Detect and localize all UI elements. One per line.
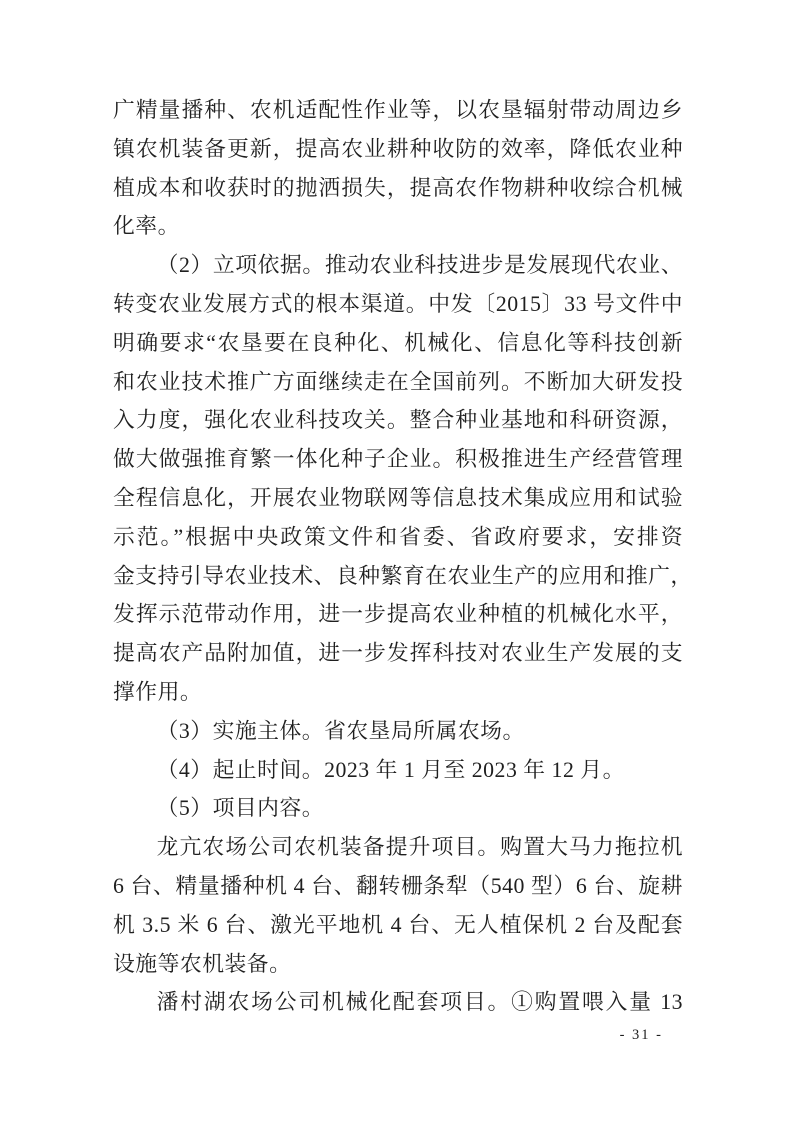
text-line: 示范。”根据中央政策文件和省委、省政府要求，安排资 (113, 524, 683, 549)
text-line: 入力度，强化农业科技攻关。整合种业基地和科研资源， (113, 408, 683, 433)
document-body (113, 91, 693, 1022)
text-line: 镇农机装备更新，提高农业耕种收防的效率，降低农业种 (113, 136, 683, 161)
text-line: 全程信息化，开展农业物联网等信息技术集成应用和试验 (113, 485, 683, 510)
text-line: 广精量播种、农机适配性作业等，以农垦辐射带动周边乡 (113, 98, 683, 122)
text-line: 化率。 (113, 214, 180, 239)
text-line: 潘村湖农场公司机械化配套项目。①购置喂入量 13 (156, 990, 683, 1015)
text-line: 金支持引导农业技术、良种繁育在农业生产的应用和推广， (113, 563, 693, 588)
text-line: 机 3.5 米 6 台、激光平地机 4 台、无人植保机 2 台及配套 (113, 912, 683, 937)
text-line: 设施等农机装备。 (113, 951, 292, 976)
text-line: （2）立项依据。推动农业科技进步是发展现代农业、 (156, 253, 683, 278)
text-line: 和农业技术推广方面继续走在全国前列。不断加大研发投 (113, 369, 683, 394)
text-line: 植成本和收获时的抛洒损失，提高农作物耕种收综合机械 (113, 175, 683, 200)
text-line: （3）实施主体。省农垦局所属农场。 (156, 718, 525, 743)
page-number: - 31 - (619, 1027, 663, 1043)
text-line: 6 台、精量播种机 4 台、翻转栅条犁（540 型）6 台、旋耕 (113, 873, 683, 898)
text-line: 撑作用。 (113, 679, 203, 704)
text-line: 转变农业发展方式的根本渠道。中发〔2015〕33 号文件中 (113, 291, 683, 316)
text-line: 龙亢农场公司农机装备提升项目。购置大马力拖拉机 (156, 835, 683, 860)
text-line: 明确要求“农垦要在良种化、机械化、信息化等科技创新 (113, 330, 683, 355)
text-line: 做大做强推育繁一体化种子企业。积极推进生产经营管理 (113, 447, 683, 472)
text-line: （5）项目内容。 (156, 796, 325, 821)
text-line: 提高农产品附加值，进一步发挥科技对农业生产发展的支 (113, 641, 683, 666)
text-line: 发挥示范带动作用，进一步提高农业种植的机械化水平， (113, 602, 683, 627)
text-line: （4）起止时间。2023 年 1 月至 2023 年 12 月。 (156, 757, 625, 782)
page-footer (0, 1026, 794, 1044)
